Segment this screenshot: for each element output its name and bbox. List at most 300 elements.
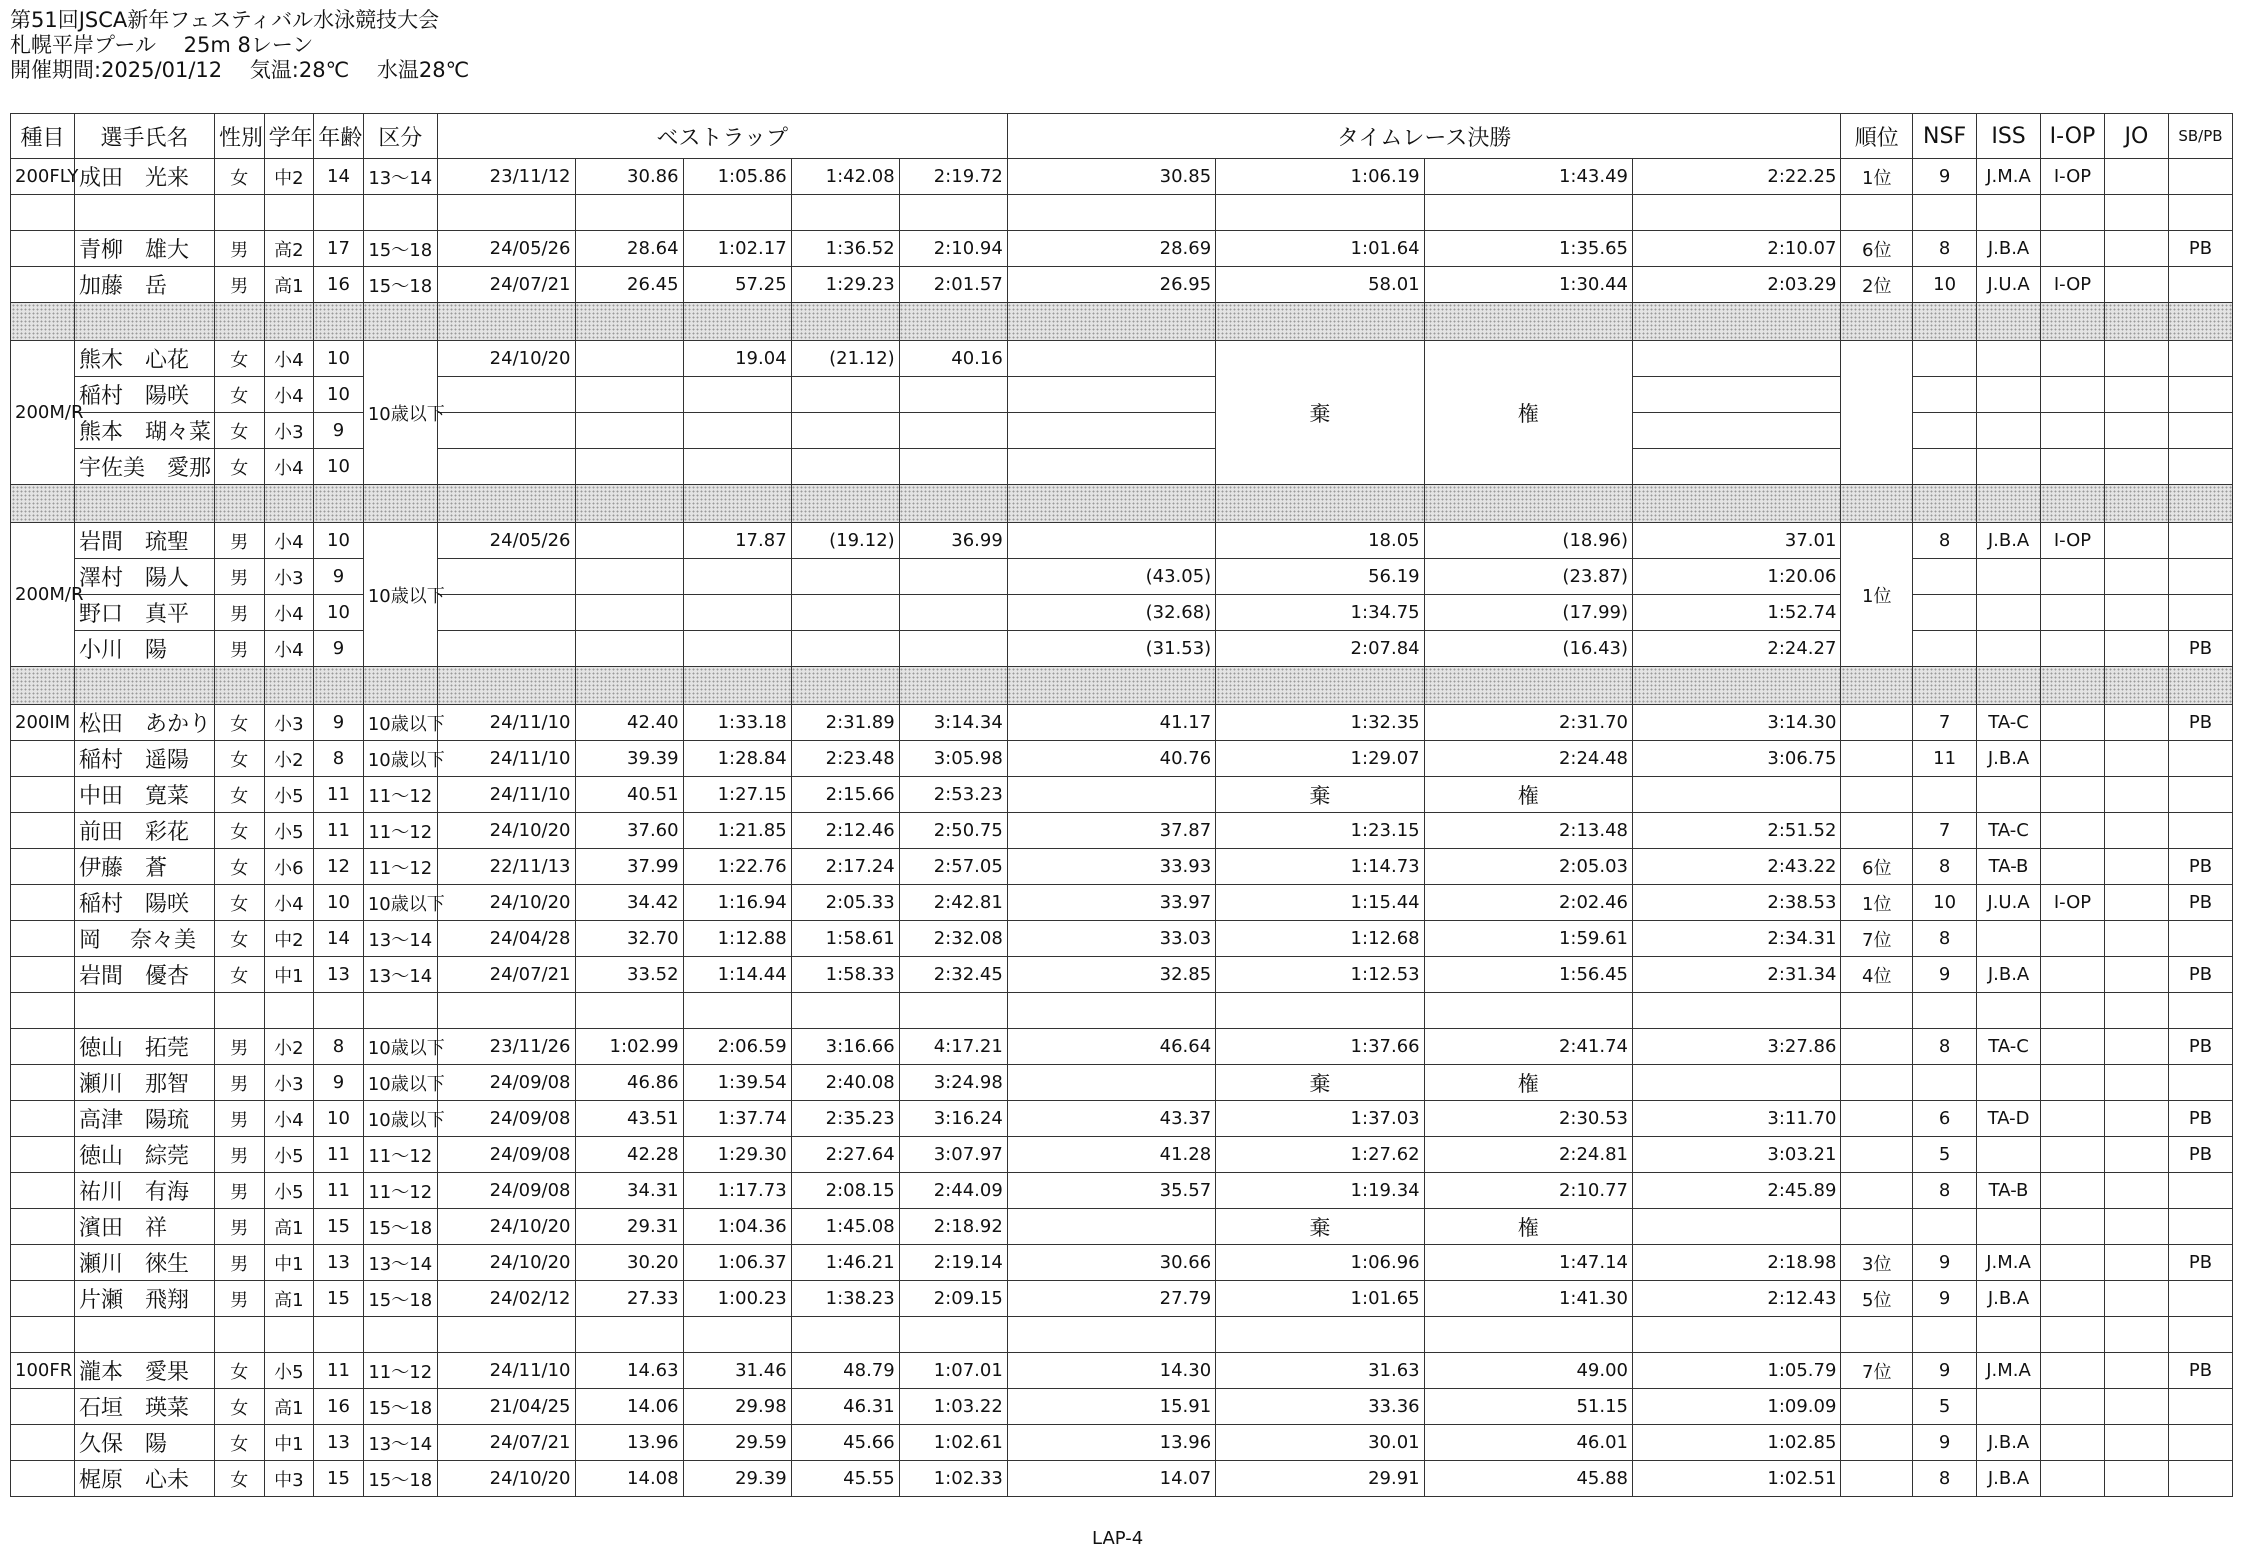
age-cell: 15 — [314, 1209, 364, 1245]
best-date: 24/05/26 — [437, 231, 575, 267]
final-split: 2:43.22 — [1633, 849, 1841, 885]
empty-cell — [1841, 303, 1913, 341]
event-cell — [11, 1101, 75, 1137]
sex-cell: 女 — [214, 885, 264, 921]
best-split: 2:05.33 — [791, 885, 899, 921]
final-split — [1633, 449, 1841, 485]
best-split: 1:02.33 — [899, 1461, 1007, 1497]
blank-row — [11, 1317, 2233, 1353]
empty-cell — [2041, 667, 2105, 705]
table-row — [11, 813, 2233, 849]
best-split: 1:33.18 — [683, 705, 791, 741]
empty-cell — [214, 993, 264, 1029]
swimmer-name: 稲村 陽咲 — [74, 377, 214, 413]
best-split: 29.31 — [575, 1209, 683, 1245]
rank-cell — [1841, 1389, 1913, 1425]
best-split: 29.39 — [683, 1461, 791, 1497]
sex-cell: 男 — [214, 1065, 264, 1101]
final-split: 56.19 — [1216, 559, 1424, 595]
best-split: 2:53.23 — [899, 777, 1007, 813]
final-split — [1633, 1209, 1841, 1245]
empty-cell — [363, 667, 437, 705]
iop-cell: I-OP — [2041, 159, 2105, 195]
nsf-cell — [1913, 341, 1977, 377]
best-split — [575, 341, 683, 377]
event-cell — [11, 885, 75, 921]
jo-cell — [2104, 813, 2168, 849]
best-split: 2:32.45 — [899, 957, 1007, 993]
empty-cell — [1913, 993, 1977, 1029]
final-split: 2:05.03 — [1424, 849, 1632, 885]
final-split: 1:52.74 — [1633, 595, 1841, 631]
best-split — [791, 559, 899, 595]
final-split: 2:38.53 — [1633, 885, 1841, 921]
best-split: 3:16.66 — [791, 1029, 899, 1065]
swimmer-name: 熊木 心花 — [74, 341, 214, 377]
final-split: 1:01.65 — [1216, 1281, 1424, 1317]
final-split: 1:12.68 — [1216, 921, 1424, 957]
empty-cell — [314, 993, 364, 1029]
empty-cell — [11, 1317, 75, 1353]
age-cell: 9 — [314, 413, 364, 449]
iss-cell: J.M.A — [1977, 159, 2041, 195]
page-label: LAP-4 — [1092, 1528, 1144, 1549]
best-date: 22/11/13 — [437, 849, 575, 885]
swimmer-name: 小川 陽 — [74, 631, 214, 667]
grade-cell: 小4 — [264, 1101, 314, 1137]
grade-cell: 小2 — [264, 741, 314, 777]
swimmer-name: 青柳 雄大 — [74, 231, 214, 267]
jo-cell — [2104, 159, 2168, 195]
grade-cell: 高1 — [264, 1209, 314, 1245]
empty-cell — [791, 195, 899, 231]
rank-cell: 1位 — [1841, 159, 1913, 195]
empty-cell — [363, 485, 437, 523]
table-row — [11, 1353, 2233, 1389]
iss-cell — [1977, 777, 2041, 813]
best-split: 42.28 — [575, 1137, 683, 1173]
iss-cell: TA-C — [1977, 813, 2041, 849]
best-split: 45.66 — [791, 1425, 899, 1461]
grade-cell: 高1 — [264, 1281, 314, 1317]
age-cell: 14 — [314, 159, 364, 195]
empty-cell — [437, 1317, 575, 1353]
best-date: 24/02/12 — [437, 1281, 575, 1317]
nsf-cell: 9 — [1913, 957, 1977, 993]
swimmer-name: 宇佐美 愛那 — [74, 449, 214, 485]
iss-cell: J.B.A — [1977, 957, 2041, 993]
iop-cell: I-OP — [2041, 523, 2105, 559]
sex-cell: 女 — [214, 777, 264, 813]
iss-cell — [1977, 595, 2041, 631]
empty-cell — [575, 485, 683, 523]
empty-cell — [683, 993, 791, 1029]
pb-cell — [2168, 1209, 2232, 1245]
final-split: 32.85 — [1007, 957, 1215, 993]
best-split: 1:16.94 — [683, 885, 791, 921]
division-cell: 15～18 — [363, 1461, 437, 1497]
best-split: 1:39.54 — [683, 1065, 791, 1101]
empty-cell — [74, 195, 214, 231]
sex-cell: 女 — [214, 413, 264, 449]
best-split: 1:58.33 — [791, 957, 899, 993]
empty-cell — [1424, 485, 1632, 523]
grade-cell: 小2 — [264, 1029, 314, 1065]
iop-cell — [2041, 377, 2105, 413]
empty-cell — [1633, 1317, 1841, 1353]
best-split: 1:38.23 — [791, 1281, 899, 1317]
best-date: 24/07/21 — [437, 1425, 575, 1461]
sex-cell: 女 — [214, 1425, 264, 1461]
pb-cell: PB — [2168, 231, 2232, 267]
event-cell — [11, 921, 75, 957]
col-name: 選手氏名 — [74, 114, 214, 159]
empty-cell — [11, 993, 75, 1029]
event-cell — [11, 1209, 75, 1245]
table-row — [11, 159, 2233, 195]
empty-cell — [437, 667, 575, 705]
table-header-row — [11, 114, 2233, 159]
best-date — [437, 449, 575, 485]
sex-cell: 男 — [214, 1245, 264, 1281]
iss-cell: J.B.A — [1977, 1425, 2041, 1461]
grade-cell: 高2 — [264, 231, 314, 267]
table-row — [11, 1173, 2233, 1209]
final-split: 1:29.07 — [1216, 741, 1424, 777]
empty-cell — [2104, 667, 2168, 705]
swimmer-name: 祐川 有海 — [74, 1173, 214, 1209]
nsf-cell — [1913, 1065, 1977, 1101]
swimmer-name: 瀧本 愛果 — [74, 1353, 214, 1389]
empty-cell — [575, 993, 683, 1029]
iss-cell — [1977, 921, 2041, 957]
swimmer-name: 松田 あかり — [74, 705, 214, 741]
best-date: 24/07/21 — [437, 267, 575, 303]
event-cell — [11, 1245, 75, 1281]
swimmer-name: 瀬川 那智 — [74, 1065, 214, 1101]
empty-cell — [437, 195, 575, 231]
empty-cell — [2104, 1317, 2168, 1353]
best-date — [437, 377, 575, 413]
iop-cell — [2041, 1389, 2105, 1425]
event-cell — [11, 849, 75, 885]
nsf-cell — [1913, 595, 1977, 631]
empty-cell — [683, 485, 791, 523]
final-split: 3:27.86 — [1633, 1029, 1841, 1065]
rank-cell — [1841, 705, 1913, 741]
best-split: 46.86 — [575, 1065, 683, 1101]
empty-cell — [2168, 485, 2232, 523]
sex-cell: 女 — [214, 741, 264, 777]
swimmer-name: 石垣 瑛菜 — [74, 1389, 214, 1425]
best-date: 24/10/20 — [437, 885, 575, 921]
best-split: 14.63 — [575, 1353, 683, 1389]
empty-cell — [2168, 195, 2232, 231]
best-split: 1:21.85 — [683, 813, 791, 849]
final-split: 33.36 — [1216, 1389, 1424, 1425]
final-split: 1:59.61 — [1424, 921, 1632, 957]
best-split — [683, 631, 791, 667]
empty-cell — [1633, 303, 1841, 341]
iop-cell — [2041, 813, 2105, 849]
final-split: 43.37 — [1007, 1101, 1215, 1137]
empty-cell — [899, 485, 1007, 523]
event-cell: 200M/R — [11, 523, 75, 667]
final-split: 1:32.35 — [1216, 705, 1424, 741]
rank-cell: 1位 — [1841, 885, 1913, 921]
abstain-mark: 権 — [1424, 341, 1632, 485]
best-split: 33.52 — [575, 957, 683, 993]
grade-cell: 中2 — [264, 921, 314, 957]
col-grade: 学年 — [264, 114, 314, 159]
event-cell — [11, 1461, 75, 1497]
iop-cell — [2041, 705, 2105, 741]
best-split: 1:36.52 — [791, 231, 899, 267]
section-separator — [11, 485, 2233, 523]
nsf-cell — [1913, 631, 1977, 667]
best-split: 1:03.22 — [899, 1389, 1007, 1425]
final-split: 1:02.85 — [1633, 1425, 1841, 1461]
final-split: 33.97 — [1007, 885, 1215, 921]
final-split: 1:47.14 — [1424, 1245, 1632, 1281]
final-split: 14.30 — [1007, 1353, 1215, 1389]
age-cell: 15 — [314, 1461, 364, 1497]
best-split: 2:31.89 — [791, 705, 899, 741]
final-split: 1:06.96 — [1216, 1245, 1424, 1281]
best-split — [575, 595, 683, 631]
empty-cell — [74, 1317, 214, 1353]
final-split: 31.63 — [1216, 1353, 1424, 1389]
pb-cell — [2168, 377, 2232, 413]
jo-cell — [2104, 1209, 2168, 1245]
division-cell: 10歳以下 — [363, 1101, 437, 1137]
pb-cell: PB — [2168, 1101, 2232, 1137]
empty-cell — [1977, 1317, 2041, 1353]
iss-cell — [1977, 341, 2041, 377]
grade-cell: 小4 — [264, 631, 314, 667]
nsf-cell: 5 — [1913, 1137, 1977, 1173]
event-cell — [11, 741, 75, 777]
division-cell: 15～18 — [363, 1281, 437, 1317]
results-table — [10, 113, 2233, 1497]
swimmer-name: 稲村 遥陽 — [74, 741, 214, 777]
best-date: 24/09/08 — [437, 1065, 575, 1101]
best-split — [899, 595, 1007, 631]
col-age: 年齢 — [314, 114, 364, 159]
division-cell: 13～14 — [363, 921, 437, 957]
best-split: 34.31 — [575, 1173, 683, 1209]
best-split: 3:14.34 — [899, 705, 1007, 741]
empty-cell — [1633, 993, 1841, 1029]
meet-title: 第51回JSCA新年フェスティバル水泳競技大会 — [10, 8, 440, 32]
swimmer-name: 成田 光来 — [74, 159, 214, 195]
empty-cell — [2104, 303, 2168, 341]
grade-cell: 小3 — [264, 1065, 314, 1101]
final-split — [1633, 377, 1841, 413]
iss-cell — [1977, 1209, 2041, 1245]
iop-cell: I-OP — [2041, 885, 2105, 921]
abstain-mark: 権 — [1424, 1209, 1632, 1245]
final-split: 51.15 — [1424, 1389, 1632, 1425]
pb-cell: PB — [2168, 885, 2232, 921]
empty-cell — [1424, 993, 1632, 1029]
empty-cell — [1216, 303, 1424, 341]
empty-cell — [1633, 667, 1841, 705]
nsf-cell: 8 — [1913, 231, 1977, 267]
empty-cell — [314, 485, 364, 523]
pb-cell: PB — [2168, 1245, 2232, 1281]
final-split: 2:03.29 — [1633, 267, 1841, 303]
empty-cell — [1216, 993, 1424, 1029]
final-split: 1:15.44 — [1216, 885, 1424, 921]
best-split: 2:10.94 — [899, 231, 1007, 267]
empty-cell — [363, 303, 437, 341]
final-split: 2:02.46 — [1424, 885, 1632, 921]
iss-cell: TA-D — [1977, 1101, 2041, 1137]
best-split: 2:19.72 — [899, 159, 1007, 195]
final-split: 58.01 — [1216, 267, 1424, 303]
grade-cell: 小5 — [264, 777, 314, 813]
empty-cell — [264, 485, 314, 523]
best-split: 57.25 — [683, 267, 791, 303]
jo-cell — [2104, 1353, 2168, 1389]
best-split — [683, 595, 791, 631]
nsf-cell: 8 — [1913, 849, 1977, 885]
iss-cell: TA-C — [1977, 705, 2041, 741]
sex-cell: 女 — [214, 449, 264, 485]
abstain-mark: 棄 — [1216, 1209, 1424, 1245]
empty-cell — [264, 993, 314, 1029]
grade-cell: 中3 — [264, 1461, 314, 1497]
empty-cell — [575, 195, 683, 231]
best-split: 40.16 — [899, 341, 1007, 377]
event-cell: 200M/R — [11, 341, 75, 485]
pb-cell — [2168, 813, 2232, 849]
sex-cell: 男 — [214, 1101, 264, 1137]
final-split: 1:30.44 — [1424, 267, 1632, 303]
best-split: 1:29.30 — [683, 1137, 791, 1173]
age-cell: 9 — [314, 705, 364, 741]
age-cell: 9 — [314, 559, 364, 595]
iss-cell: J.U.A — [1977, 885, 2041, 921]
grade-cell: 小6 — [264, 849, 314, 885]
empty-cell — [214, 667, 264, 705]
rank-cell: 7位 — [1841, 1353, 1913, 1389]
abstain-mark: 棄 — [1216, 1065, 1424, 1101]
final-split: 1:12.53 — [1216, 957, 1424, 993]
best-split: 28.64 — [575, 231, 683, 267]
empty-cell — [11, 303, 75, 341]
best-split: 2:06.59 — [683, 1029, 791, 1065]
event-cell — [11, 957, 75, 993]
jo-cell — [2104, 1461, 2168, 1497]
final-split: 3:11.70 — [1633, 1101, 1841, 1137]
final-split — [1007, 1065, 1215, 1101]
best-split: 1:14.44 — [683, 957, 791, 993]
grade-cell: 小4 — [264, 341, 314, 377]
jo-cell — [2104, 231, 2168, 267]
best-split: 34.42 — [575, 885, 683, 921]
final-split: 30.85 — [1007, 159, 1215, 195]
rank-cell — [1841, 813, 1913, 849]
final-split: 1:02.51 — [1633, 1461, 1841, 1497]
best-split: 13.96 — [575, 1425, 683, 1461]
age-cell: 10 — [314, 377, 364, 413]
table-row — [11, 1137, 2233, 1173]
empty-cell — [899, 1317, 1007, 1353]
empty-cell — [899, 993, 1007, 1029]
col-sex: 性別 — [214, 114, 264, 159]
best-split: 3:16.24 — [899, 1101, 1007, 1137]
iss-cell: TA-C — [1977, 1029, 2041, 1065]
grade-cell: 小4 — [264, 523, 314, 559]
empty-cell — [2168, 667, 2232, 705]
table-row — [11, 231, 2233, 267]
empty-cell — [2168, 303, 2232, 341]
final-split: 2:41.74 — [1424, 1029, 1632, 1065]
swimmer-name: 岩間 琉聖 — [74, 523, 214, 559]
empty-cell — [1841, 1317, 1913, 1353]
iss-cell: J.B.A — [1977, 231, 2041, 267]
best-date: 24/10/20 — [437, 341, 575, 377]
best-split — [575, 377, 683, 413]
swimmer-name: 徳山 拓莞 — [74, 1029, 214, 1065]
age-cell: 11 — [314, 1173, 364, 1209]
best-split: 43.51 — [575, 1101, 683, 1137]
final-split: 45.88 — [1424, 1461, 1632, 1497]
best-split: 3:24.98 — [899, 1065, 1007, 1101]
final-split: 26.95 — [1007, 267, 1215, 303]
iop-cell — [2041, 1245, 2105, 1281]
best-split: 14.08 — [575, 1461, 683, 1497]
best-split: 1:42.08 — [791, 159, 899, 195]
best-date — [437, 559, 575, 595]
table-row — [11, 777, 2233, 813]
iop-cell — [2041, 921, 2105, 957]
empty-cell — [11, 195, 75, 231]
age-cell: 8 — [314, 1029, 364, 1065]
final-split: 2:10.77 — [1424, 1173, 1632, 1209]
event-cell — [11, 813, 75, 849]
iop-cell — [2041, 1029, 2105, 1065]
pb-cell — [2168, 341, 2232, 377]
pb-cell — [2168, 1173, 2232, 1209]
final-split: 2:12.43 — [1633, 1281, 1841, 1317]
final-split: 1:20.06 — [1633, 559, 1841, 595]
best-split: 3:07.97 — [899, 1137, 1007, 1173]
iss-cell — [1977, 413, 2041, 449]
pb-cell: PB — [2168, 631, 2232, 667]
empty-cell — [899, 195, 1007, 231]
final-split: 2:51.52 — [1633, 813, 1841, 849]
best-date: 24/09/08 — [437, 1101, 575, 1137]
final-split: 41.17 — [1007, 705, 1215, 741]
grade-cell: 小4 — [264, 885, 314, 921]
date-line: 開催期間:2025/01/12 気温:28℃ 水温28℃ — [10, 58, 470, 82]
best-split: 1:58.61 — [791, 921, 899, 957]
pb-cell: PB — [2168, 849, 2232, 885]
iop-cell — [2041, 777, 2105, 813]
final-split: 1:56.45 — [1424, 957, 1632, 993]
iss-cell — [1977, 1065, 2041, 1101]
age-cell: 13 — [314, 957, 364, 993]
best-split — [791, 449, 899, 485]
best-split: 14.06 — [575, 1389, 683, 1425]
blank-row — [11, 195, 2233, 231]
iss-cell — [1977, 631, 2041, 667]
col-jo: JO — [2104, 114, 2168, 159]
swimmer-name: 伊藤 蒼 — [74, 849, 214, 885]
